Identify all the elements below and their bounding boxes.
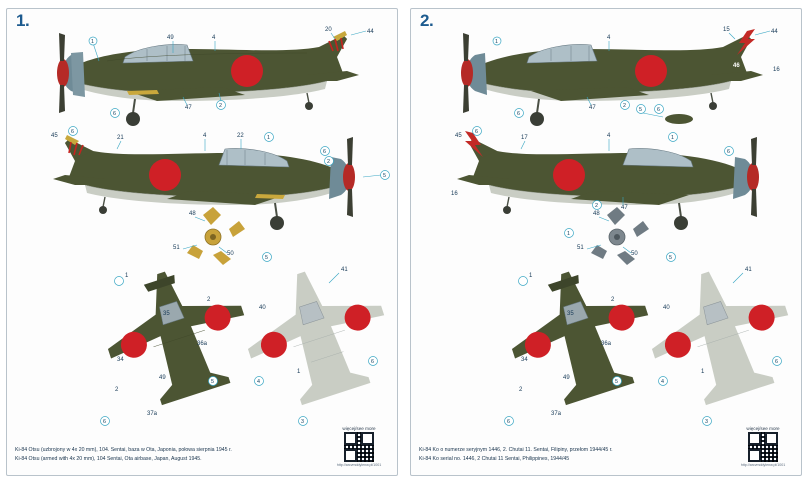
svg-text:4: 4 bbox=[212, 35, 216, 41]
svg-text:1: 1 bbox=[297, 369, 301, 375]
svg-text:45: 45 bbox=[455, 133, 462, 139]
svg-text:1: 1 bbox=[529, 273, 533, 279]
svg-text:37a: 37a bbox=[551, 411, 562, 417]
svg-text:5: 5 bbox=[639, 107, 642, 113]
svg-text:49: 49 bbox=[167, 35, 174, 41]
side-profile-top bbox=[57, 31, 359, 126]
svg-text:6: 6 bbox=[507, 419, 510, 425]
svg-text:3: 3 bbox=[301, 419, 304, 425]
svg-text:6: 6 bbox=[657, 107, 660, 113]
svg-text:1: 1 bbox=[91, 39, 94, 45]
svg-text:4: 4 bbox=[607, 35, 611, 41]
svg-text:1: 1 bbox=[495, 39, 498, 45]
propeller-detail-2 bbox=[565, 207, 650, 265]
svg-text:41: 41 bbox=[341, 267, 348, 273]
svg-text:4: 4 bbox=[607, 133, 611, 139]
svg-text:17: 17 bbox=[521, 135, 528, 141]
profile-panel-1 bbox=[6, 8, 398, 476]
svg-text:1: 1 bbox=[125, 273, 129, 279]
svg-text:49: 49 bbox=[563, 375, 570, 381]
svg-text:22: 22 bbox=[237, 133, 244, 139]
svg-text:16: 16 bbox=[773, 67, 780, 73]
svg-text:6: 6 bbox=[475, 129, 478, 135]
qr-block-1[interactable] bbox=[329, 426, 389, 467]
svg-text:16: 16 bbox=[451, 191, 458, 197]
svg-text:47: 47 bbox=[621, 205, 628, 211]
svg-text:6: 6 bbox=[323, 149, 326, 155]
svg-text:1: 1 bbox=[671, 135, 674, 141]
qr-code-1[interactable] bbox=[344, 432, 374, 462]
caption-polish-1: Ki-84 Otsu (uzbrojony w 4x 20 mm), 104. Sentai, baza w Ota, Japonia, połowa sierpnia 1945 r. bbox=[15, 447, 232, 453]
svg-text:2: 2 bbox=[519, 387, 523, 393]
svg-text:44: 44 bbox=[771, 29, 778, 35]
caption-english-1: Ki-84 Otsu (armed with 4x 20 mm), 104 Sentai, Ota airbase, Japan, August 1945. bbox=[15, 456, 202, 462]
svg-text:45: 45 bbox=[51, 133, 58, 139]
svg-text:2: 2 bbox=[611, 297, 615, 303]
svg-text:5: 5 bbox=[265, 255, 268, 261]
svg-text:2: 2 bbox=[207, 297, 211, 303]
svg-text:4: 4 bbox=[661, 379, 664, 385]
plan-view-upper-2 bbox=[495, 253, 667, 426]
svg-text:2: 2 bbox=[115, 387, 119, 393]
svg-text:2: 2 bbox=[327, 159, 330, 165]
svg-text:47: 47 bbox=[185, 105, 192, 111]
svg-text:6: 6 bbox=[517, 111, 520, 117]
panel-number-2: 2. bbox=[420, 11, 434, 30]
svg-text:2: 2 bbox=[595, 203, 598, 209]
side-profile-top-2 bbox=[461, 29, 763, 126]
svg-text:6: 6 bbox=[71, 129, 74, 135]
svg-text:41: 41 bbox=[745, 267, 752, 273]
tail-number-bottom-2: 46 bbox=[469, 167, 476, 173]
svg-text:51: 51 bbox=[173, 245, 180, 251]
svg-text:35: 35 bbox=[163, 311, 170, 317]
aircraft-artwork-2 bbox=[411, 9, 802, 476]
svg-text:5: 5 bbox=[615, 379, 618, 385]
qr-url-2: http://arcvmddylenw.pl/1001 bbox=[740, 463, 786, 467]
caption-english-2: Ki-84 Ko serial no. 1446, 2 Chutai 11 Sentai, Philippines, 1944/45 bbox=[419, 456, 570, 462]
qr-block-2[interactable] bbox=[733, 426, 793, 467]
plan-view-lower-2 bbox=[635, 253, 802, 426]
svg-text:50: 50 bbox=[227, 251, 234, 257]
svg-text:37a: 37a bbox=[147, 411, 158, 417]
svg-text:6: 6 bbox=[113, 111, 116, 117]
svg-text:6: 6 bbox=[371, 359, 374, 365]
aircraft-artwork-1 bbox=[7, 9, 398, 476]
panel-number-1: 1. bbox=[16, 11, 30, 30]
svg-text:51: 51 bbox=[577, 245, 584, 251]
svg-text:1: 1 bbox=[567, 231, 570, 237]
propeller-detail-1 bbox=[173, 207, 245, 265]
svg-text:50: 50 bbox=[631, 251, 638, 257]
svg-text:1: 1 bbox=[701, 369, 705, 375]
svg-text:4: 4 bbox=[203, 133, 207, 139]
profile-panel-2 bbox=[410, 8, 802, 476]
svg-text:21: 21 bbox=[117, 135, 124, 141]
qr-label-1: więcej/see more bbox=[342, 426, 376, 431]
svg-text:34: 34 bbox=[521, 357, 528, 363]
svg-text:34: 34 bbox=[117, 357, 124, 363]
svg-text:20: 20 bbox=[325, 27, 332, 33]
qr-code-2[interactable] bbox=[748, 432, 778, 462]
svg-text:35: 35 bbox=[567, 311, 574, 317]
svg-text:15: 15 bbox=[723, 27, 730, 33]
svg-text:40: 40 bbox=[259, 305, 266, 311]
qr-url-1: http://arcvmddylenw.pl/1001 bbox=[336, 463, 382, 467]
svg-text:1: 1 bbox=[267, 135, 270, 141]
svg-text:4: 4 bbox=[257, 379, 260, 385]
svg-text:36a: 36a bbox=[197, 341, 208, 347]
svg-text:5: 5 bbox=[211, 379, 214, 385]
caption-polish-2: Ki-84 Ko o numerze seryjnym 1446, 2. Chutai 11. Sentai, Filipiny, przełom 1944/45 r. bbox=[419, 447, 613, 453]
svg-text:6: 6 bbox=[775, 359, 778, 365]
svg-text:40: 40 bbox=[663, 305, 670, 311]
svg-text:6: 6 bbox=[103, 419, 106, 425]
plan-view-lower-1 bbox=[231, 253, 398, 426]
svg-text:2: 2 bbox=[623, 103, 626, 109]
svg-text:49: 49 bbox=[159, 375, 166, 381]
tail-number-top-2: 46 bbox=[733, 63, 740, 69]
svg-text:44: 44 bbox=[367, 29, 374, 35]
svg-text:3: 3 bbox=[705, 419, 708, 425]
svg-text:6: 6 bbox=[727, 149, 730, 155]
svg-text:36a: 36a bbox=[601, 341, 612, 347]
qr-label-2: więcej/see more bbox=[746, 426, 780, 431]
svg-text:48: 48 bbox=[189, 211, 196, 217]
artwork-stage-2 bbox=[411, 9, 802, 476]
svg-text:2: 2 bbox=[219, 103, 222, 109]
svg-text:48: 48 bbox=[593, 211, 600, 217]
svg-text:5: 5 bbox=[383, 173, 386, 179]
svg-text:47: 47 bbox=[589, 105, 596, 111]
artwork-stage-1 bbox=[7, 9, 398, 476]
svg-text:5: 5 bbox=[669, 255, 672, 261]
plan-view-upper-1 bbox=[91, 253, 263, 426]
